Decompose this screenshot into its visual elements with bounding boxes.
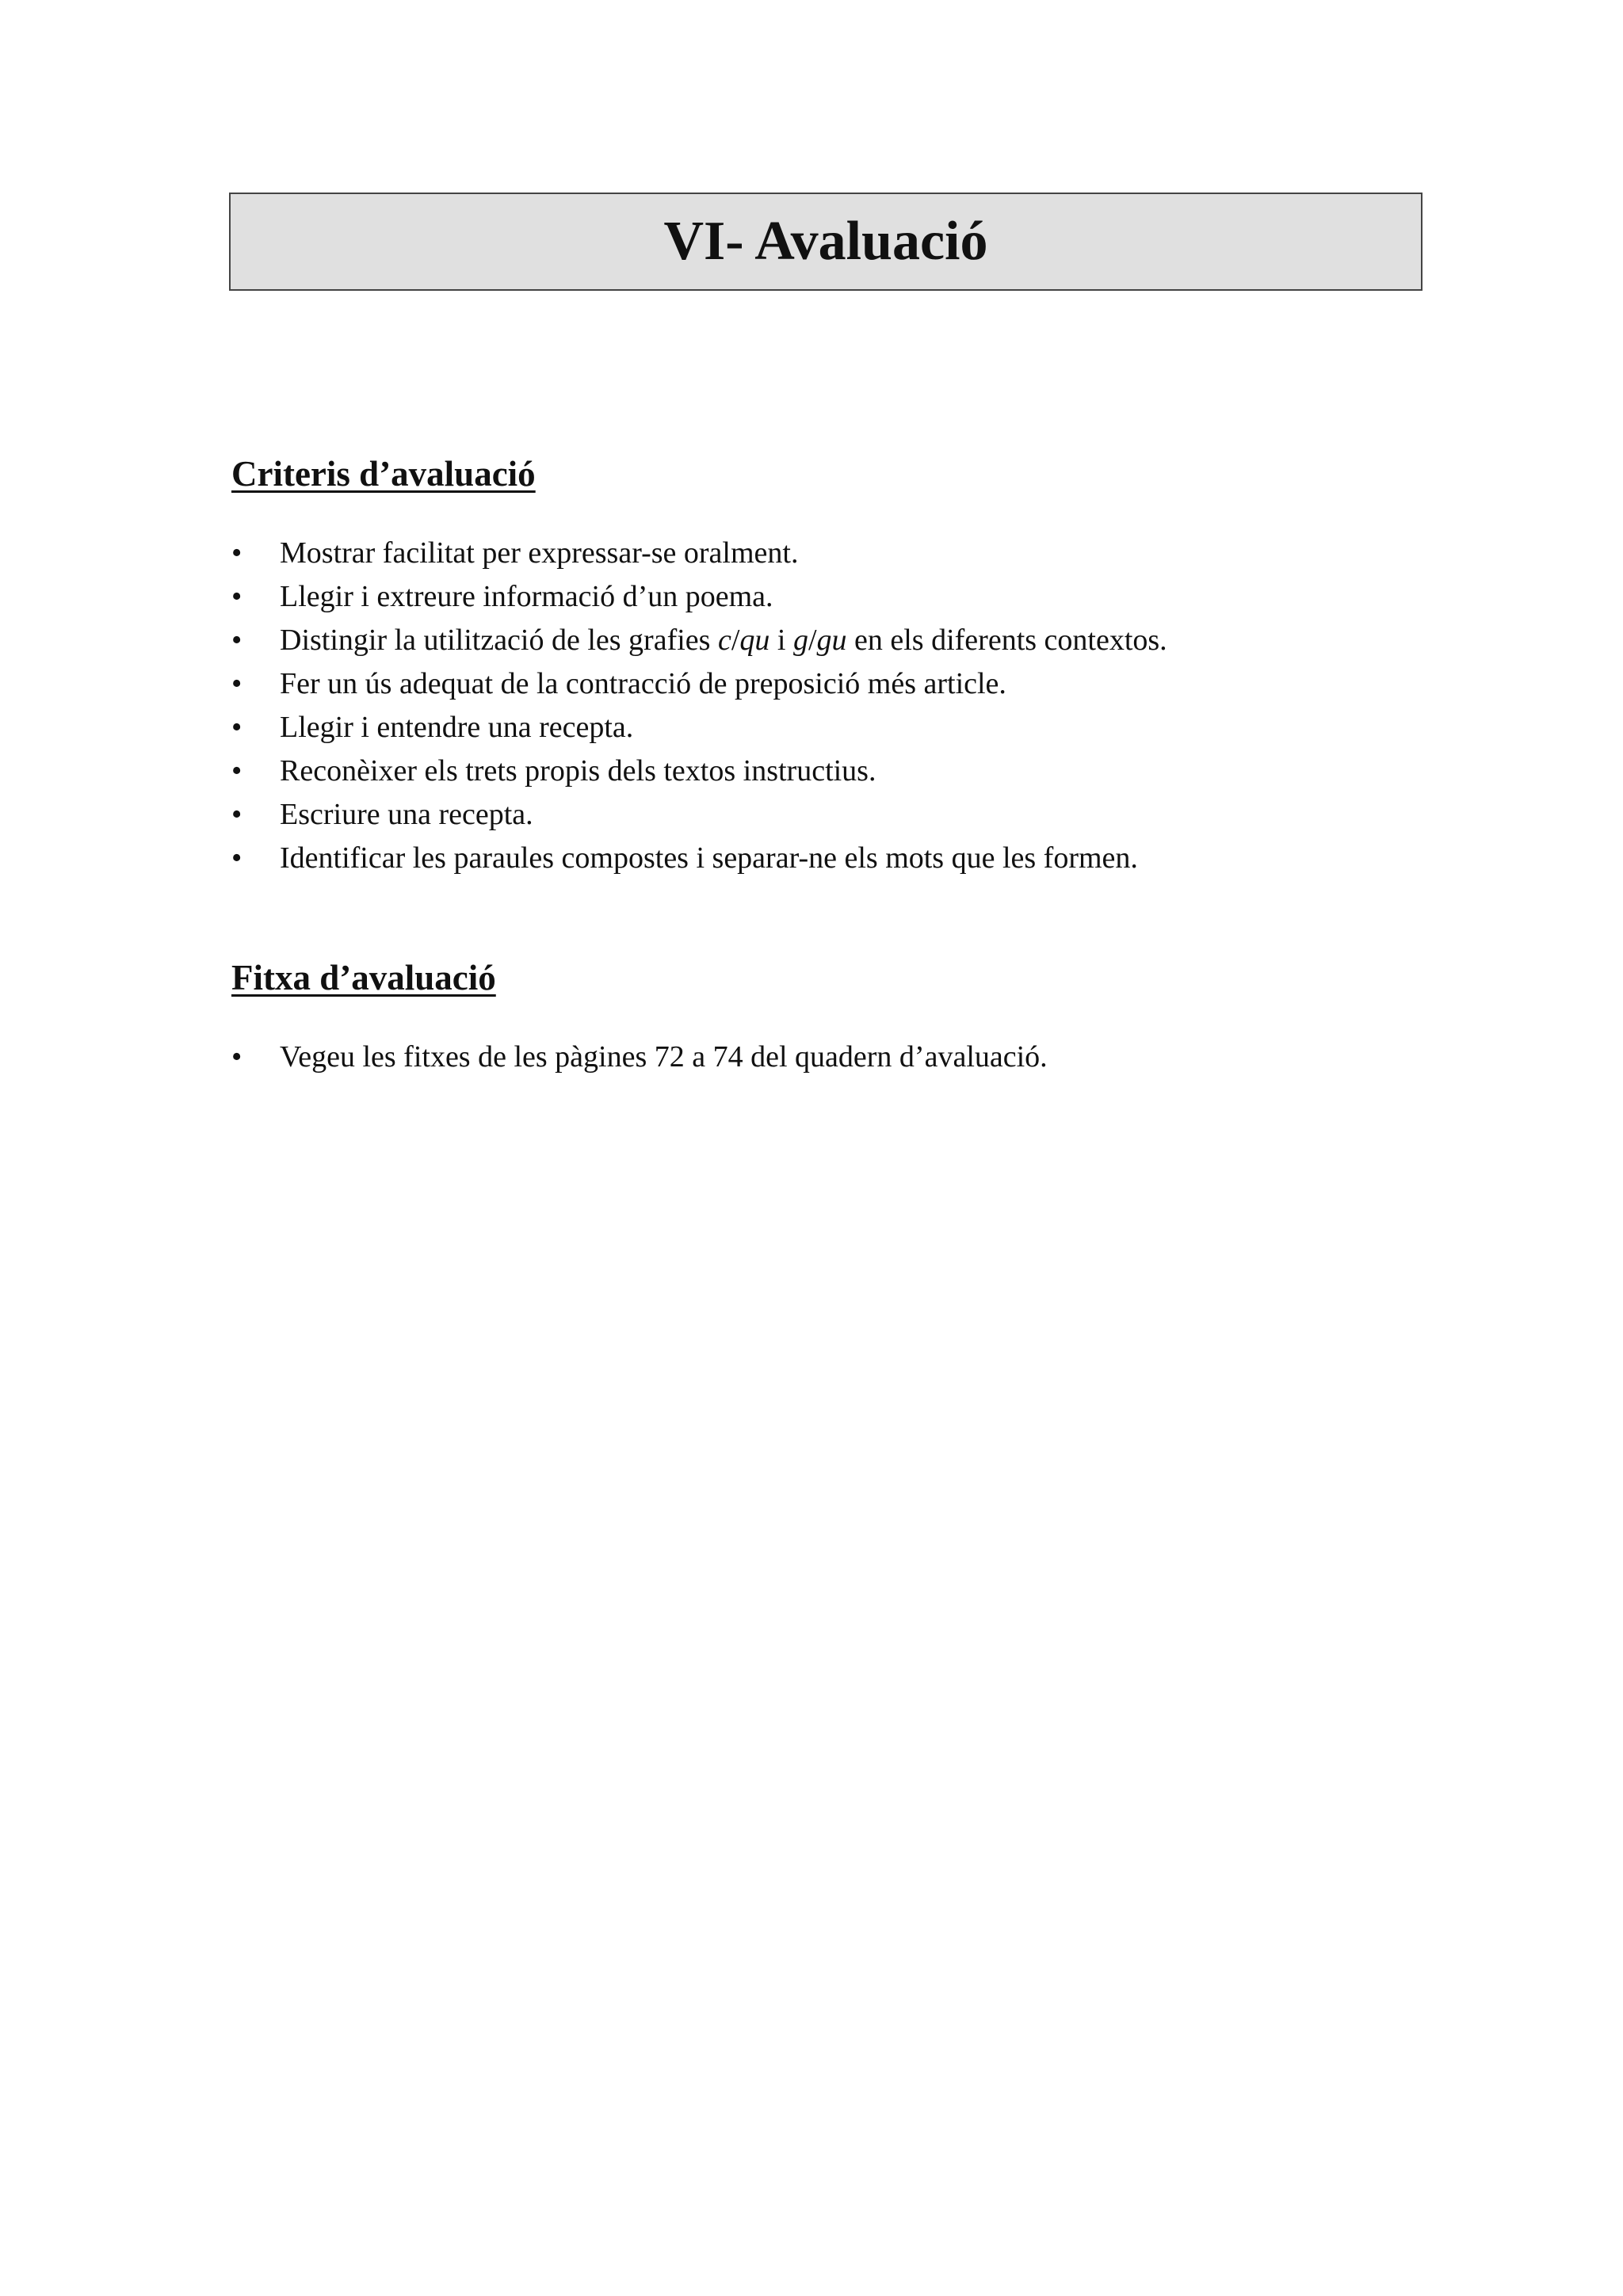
list-item-text: /	[731, 624, 740, 657]
list-item-text: Escriure una recepta.	[280, 798, 533, 831]
bullet-icon: •	[231, 1040, 242, 1074]
bullet-icon: •	[231, 667, 242, 700]
list-item-text: Reconèixer els trets propis dels textos instructius.	[280, 754, 876, 788]
bullet-icon: •	[231, 754, 242, 788]
list-item-text: Identificar les paraules compostes i separar-ne els mots que les formen.	[280, 841, 1138, 875]
list-item	[231, 532, 1420, 575]
list-item-text: g	[792, 624, 808, 657]
list-item-text: Mostrar facilitat per expressar-se oralment.	[280, 536, 799, 570]
list-item-text: Llegir i entendre una recepta.	[280, 711, 634, 744]
list-item-text: /	[808, 624, 817, 657]
list-item-text: qu	[739, 624, 770, 657]
bullet-icon: •	[231, 580, 242, 613]
bullet-icon: •	[231, 841, 242, 875]
list-item-text: Llegir i extreure informació d’un poema.	[280, 580, 773, 613]
list-item	[231, 793, 1420, 837]
bullet-icon: •	[231, 536, 242, 570]
list-item-text: Vegeu les fitxes de les pàgines 72 a 74 del quadern d’avaluació.	[280, 1040, 1048, 1074]
bullet-icon: •	[231, 711, 242, 744]
list-item	[231, 662, 1420, 706]
criteris-heading: Criteris d’avaluació	[231, 454, 536, 494]
list-item-text: Fer un ús adequat de la contracció de preposició més article.	[280, 667, 1006, 700]
list-item-text: c	[717, 624, 731, 657]
list-item	[231, 1035, 1420, 1079]
title-box	[229, 193, 1423, 291]
list-item	[231, 706, 1420, 749]
list-item-text: Distingir la utilització de les grafies	[280, 624, 718, 657]
bullet-icon: •	[231, 624, 242, 657]
criteris-section	[231, 452, 1420, 880]
fitxa-heading: Fitxa d’avaluació	[231, 958, 496, 997]
list-item	[231, 575, 1420, 619]
list-item-text: i	[769, 624, 793, 657]
page-title: VI- Avaluació	[663, 211, 988, 272]
list-item	[231, 619, 1420, 662]
list-item-text: en els diferents contextos.	[846, 624, 1167, 657]
list-item-text: gu	[816, 624, 847, 657]
fitxa-section	[231, 956, 1420, 1079]
fitxa-list	[231, 1035, 1420, 1079]
bullet-icon: •	[231, 798, 242, 831]
list-item	[231, 837, 1420, 880]
list-item	[231, 749, 1420, 793]
criteris-list	[231, 532, 1420, 880]
